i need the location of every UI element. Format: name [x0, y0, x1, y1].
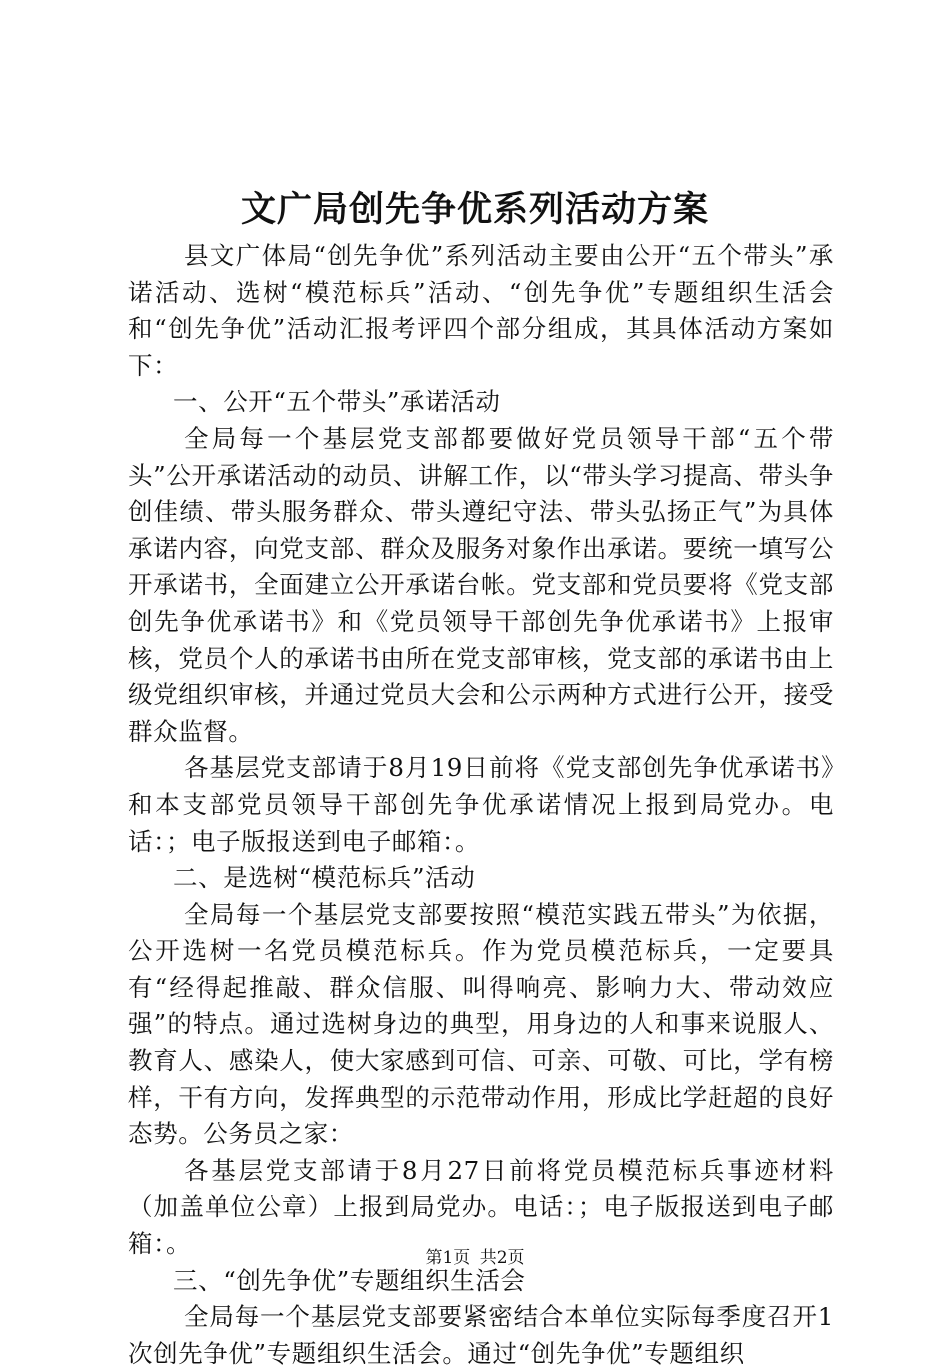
paragraph-section-1-deadline: 各基层党支部请于8月19日前将《党支部创先争优承诺书》和本支部党员领导干部创先争优承诺情况上报到局党办。电话：；电子版报送到电子邮箱：。: [128, 753, 834, 856]
section-heading-1: 一、公开“五个带头”承诺活动: [173, 387, 501, 417]
paragraph-intro: 县文广体局“创先争优”系列活动主要由公开“五个带头”承诺活动、选树“模范标兵”活动、“创先争优”专题组织生活会和“创先争优”活动汇报考评四个部分组成，其具体活动方案如下：: [128, 241, 834, 380]
section-heading-3: 三、“创先争优”专题组织生活会: [173, 1265, 526, 1295]
page-total: 共2页: [479, 1248, 525, 1268]
page-footer: [0, 1246, 950, 1270]
paragraph-section-2-deadline: 各基层党支部请于8月27日前将党员模范标兵事迹材料（加盖单位公章）上报到局党办。电话：；电子版报送到电子邮箱：。: [128, 1155, 834, 1259]
section-heading-2: 二、是选树“模范标兵”活动: [173, 863, 476, 893]
paragraph-section-3-content: 全局每一个基层党支部要紧密结合本单位实际每季度召开1次创先争优”专题组织生活会。通过“创先争优”专题组织: [128, 1302, 834, 1368]
paragraph-section-1-content: 全局每一个基层党支部都要做好党员领导干部“五个带头”公开承诺活动的动员、讲解工作，以“带头学习提高、带头争创佳绩、带头服务群众、带头遵纪守法、带头弘扬正气”为具体承诺内容，向党支部、群众及服务对象作出承诺。要统一填写公开承诺书，全面建立公开承诺台帐。党支部和党员要将《党支部创先争优承诺书》和《党员领导干部创先争优承诺书》上报审核，党员个人的承诺书由所在党支部审核，党支部的承诺书由上级党组织审核，并通过党员大会和公示两种方式进行公开，接受群众监督。: [128, 423, 834, 746]
page-title: 文广局创先争优系列活动方案: [240, 189, 709, 230]
document-body: [128, 238, 834, 1372]
paragraph-section-2-content: 全局每一个基层党支部要按照“模范实践五带头”为依据，公开选树一名党员模范标兵。作为党员模范标兵，一定要具有“经得起推敲、群众信服、叫得响亮、影响力大、带动效应强”的特点。通过选树身边的典型，用身边的人和事来说服人、教育人、感染人，使大家感到可信、可亲、可敬、可比，学有榜样，干有方向，发挥典型的示范带动作用，形成比学赶超的良好态势。公务员之家：: [128, 899, 834, 1149]
page-number: 第1页: [425, 1248, 471, 1268]
